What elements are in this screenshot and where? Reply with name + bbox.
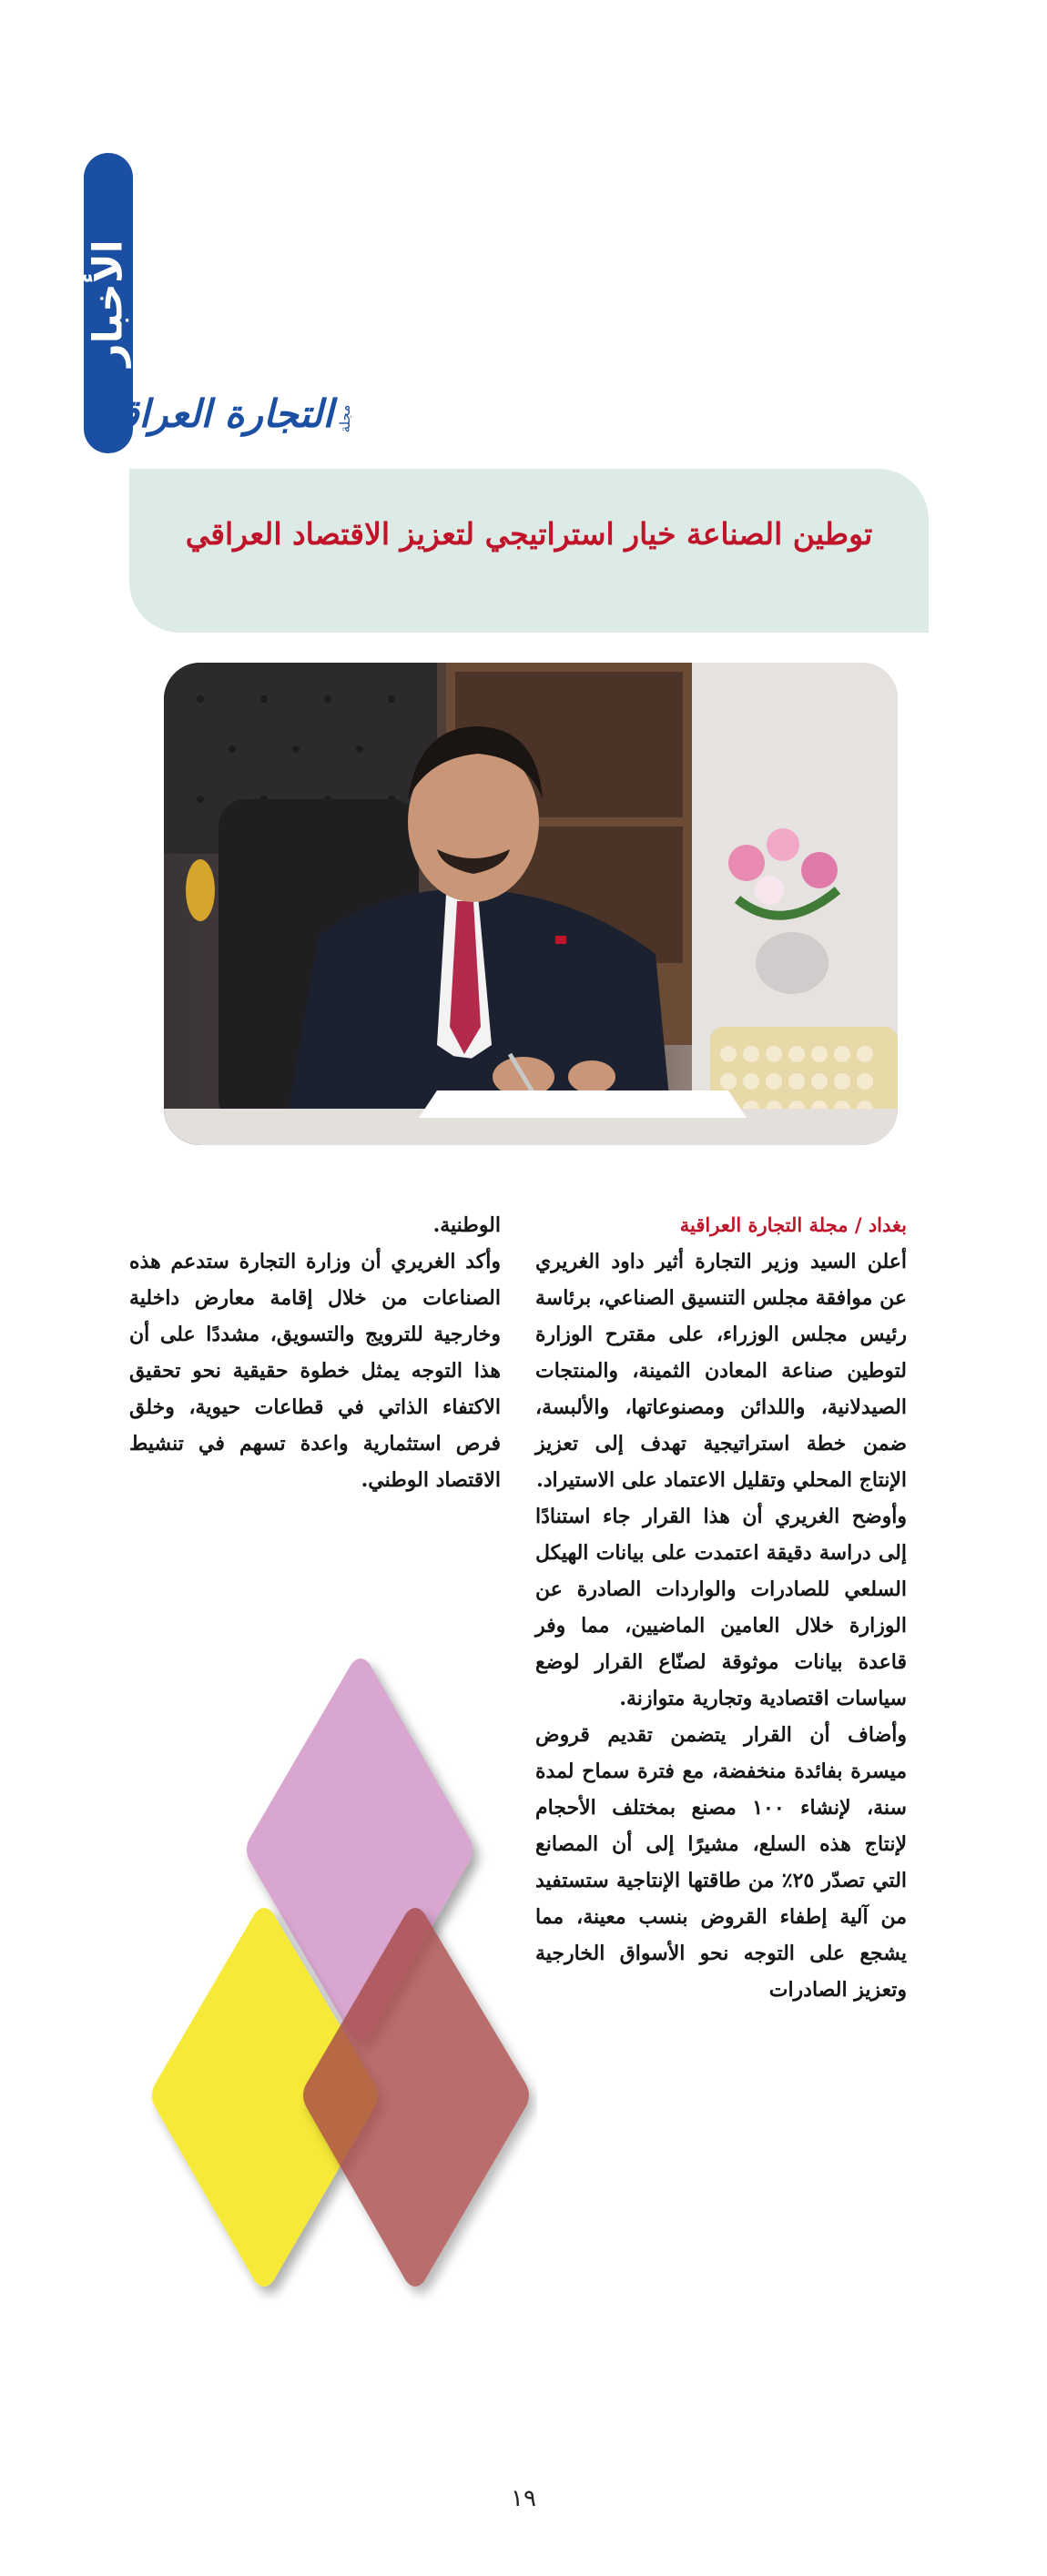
- article-paragraph-2: وأوضح الغريري أن هذا القرار جاء استنادًا إلى دراسة دقيقة اعتمدت على بيانات الهيكل السلعي للصادرات والواردات الصادرة عن الوزارة خلال العامين الماضيين، مما وفر قاعدة بيانات موثوقة لصنّاع القرار لوضع سياسات اقتصادية وتجارية متوازنة.: [535, 1505, 907, 1710]
- headline-banner: [129, 469, 929, 633]
- magazine-logo-prefix-wrap: [335, 384, 355, 453]
- page-number: ١٩: [511, 2485, 536, 2512]
- article-column-right: [535, 1207, 907, 2008]
- decorative-diamonds: [137, 1638, 537, 2330]
- article-paragraph-1: أعلن السيد وزير التجارة أثير داود الغريري عن موافقة مجلس التنسيق الصناعي، برئاسة رئيس مجلس الوزراء، على مقترح الوزارة لتوطين صناعة المعادن الثمينة، والمنتجات الصيدلانية، واللدائن ومصنوعاتها، والألبسة، ضمن خطة استراتيجية تهدف إلى تعزيز الإنتاج المحلي وتقليل الاعتماد على الاستيراد.: [534, 1250, 907, 1492]
- article-dateline: بغداد / مجلة التجارة العراقية: [679, 1213, 907, 1236]
- article-paragraph-continuation: الوطنية.: [432, 1213, 501, 1237]
- magazine-logo-prefix: مجلة: [337, 404, 353, 433]
- article-column-left: [129, 1207, 501, 1498]
- magazine-logo: [88, 382, 355, 455]
- minister-photo: [164, 663, 898, 1145]
- article-headline: توطين الصناعة خيار استراتيجي لتعزيز الاقتصاد العراقي: [185, 516, 873, 552]
- minister-photo-illustration: [164, 663, 898, 1145]
- article-paragraph-4: وأكد الغريري أن وزارة التجارة ستدعم هذه الصناعات من خلال إقامة معارض داخلية وخارجية للترويج والتسويق، مشددًا على أن هذا التوجه يمثل خطوة حقيقية نحو تحقيق الاكتفاء الذاتي في قطاعات حيوية، وخلق فرص استثمارية واعدة تسهم في تنشيط الاقتصاد الوطني.: [129, 1250, 501, 1492]
- magazine-logo-name: التجارة العراقية: [88, 391, 333, 436]
- section-label: الأخبار: [85, 239, 132, 367]
- article-paragraph-3: وأضاف أن القرار يتضمن تقديم قروض ميسرة بفائدة منخفضة، مع فترة سماح لمدة سنة، لإنشاء ١٠٠ مصنع بمختلف الأحجام لإنتاج هذه السلع، مشيرًا إلى أن المصانع التي تصدّر ٢٥٪ من طاقتها الإنتاجية ستستفيد من آلية إطفاء القروض بنسب معينة، مما يشجع على التوجه نحو الأسواق الخارجية وتعزيز الصادرات: [535, 1723, 908, 2002]
